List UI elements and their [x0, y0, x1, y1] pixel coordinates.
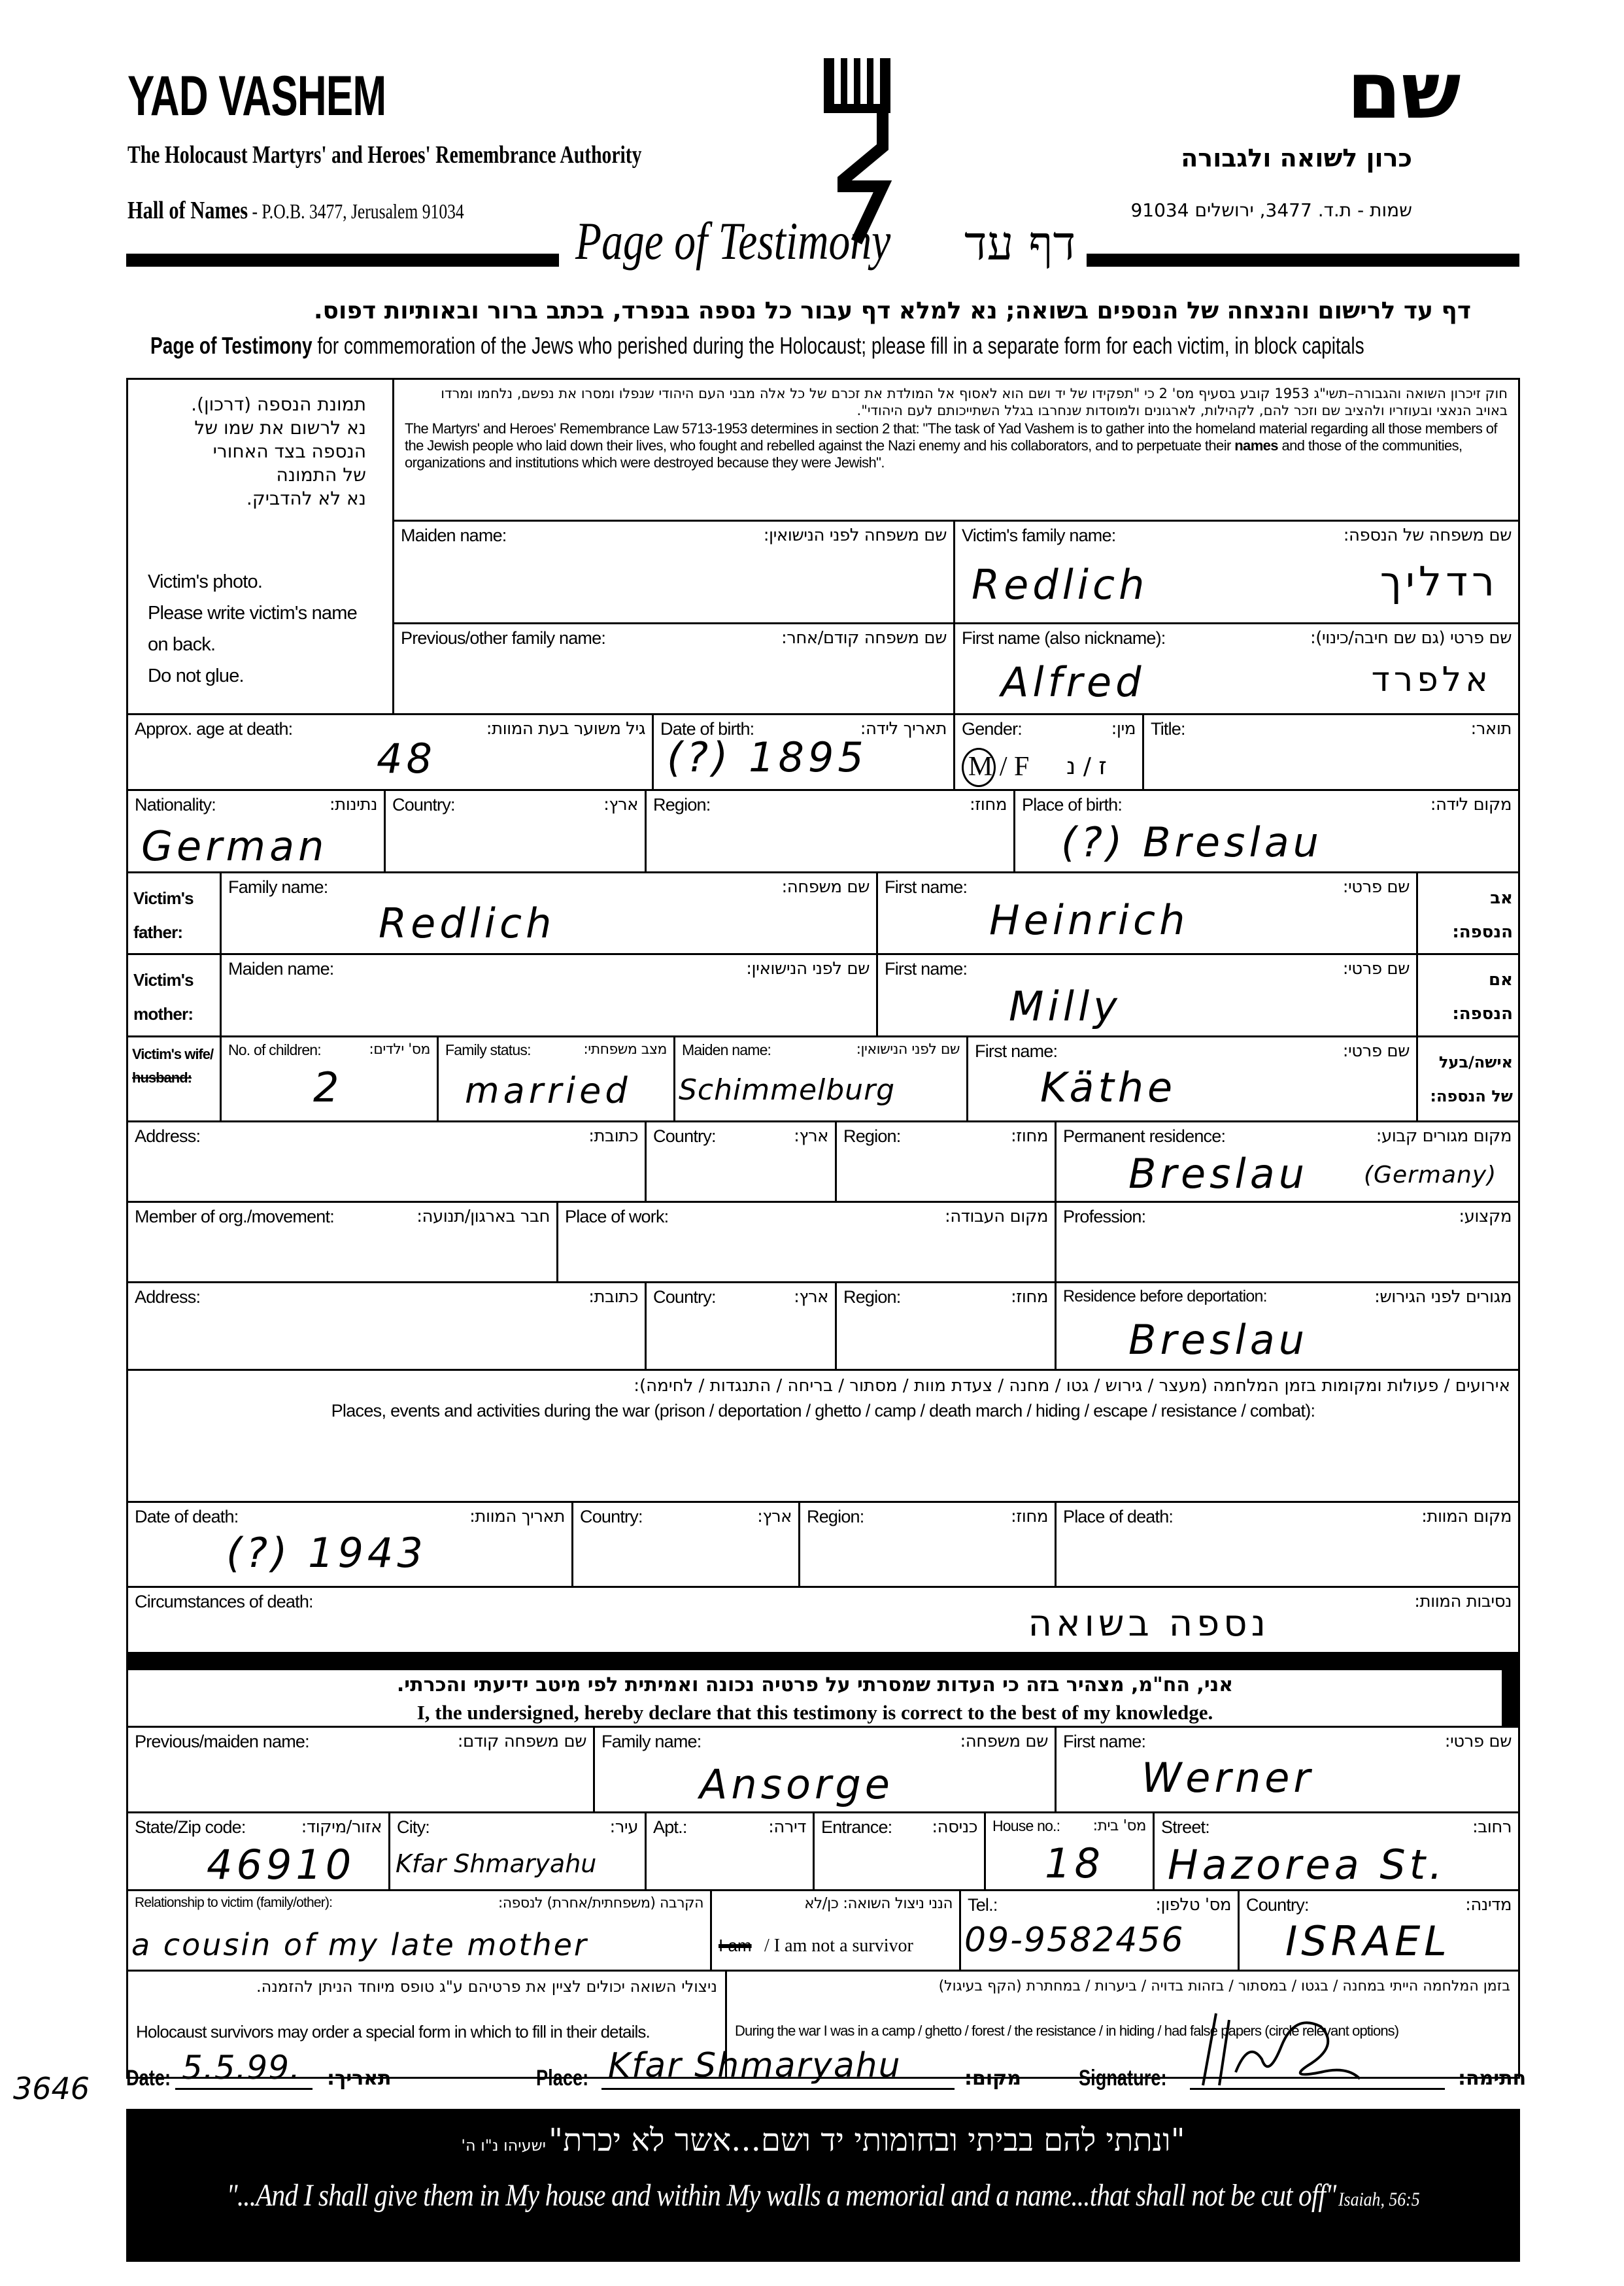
label-en: Region:	[843, 1126, 901, 1146]
spouse-maiden-name-field[interactable]	[673, 1035, 968, 1122]
label-he: מצב משפחתי:	[583, 1041, 667, 1058]
label-en: First name:	[885, 959, 968, 979]
label-en: Country:	[653, 1126, 716, 1146]
label-en: Place of work:	[565, 1207, 669, 1226]
label-en: Previous/maiden name:	[135, 1732, 309, 1751]
header-rule-right	[1087, 254, 1519, 267]
label-he: שם משפחה:	[960, 1732, 1048, 1751]
label-he: נסיבות המוות:	[1414, 1592, 1512, 1611]
label-he: שם משפחה של הנספה:	[1343, 526, 1512, 545]
war-events-field[interactable]	[126, 1369, 1520, 1503]
handwritten-value: נספה בשואה	[1028, 1602, 1270, 1645]
label-en: Tel.:	[968, 1895, 998, 1915]
label-en: First name:	[1063, 1732, 1146, 1751]
place-label: Place:	[536, 2066, 589, 2091]
label-en: Address:	[135, 1287, 201, 1307]
date-label-he: תאריך:	[327, 2067, 392, 2090]
declaration-english: I, the undersigned, hereby declare that this testimony is correct to the best of my knowledge.	[416, 1701, 1213, 1724]
header-rule-left	[126, 254, 559, 267]
label-he: מחוז:	[1011, 1126, 1048, 1146]
label-he: מס' ילדים:	[369, 1041, 430, 1058]
label-en: Region:	[653, 795, 711, 815]
hebrew-logo-title: שם	[1347, 46, 1461, 137]
street-field[interactable]	[1153, 1811, 1520, 1891]
relationship-field[interactable]	[126, 1889, 712, 1972]
survivor-crossed-option: I am	[719, 1936, 752, 1955]
label-en: Street:	[1161, 1817, 1210, 1837]
handwritten-value: Werner	[1142, 1754, 1314, 1802]
maiden-name-field[interactable]	[392, 520, 955, 624]
side-line: של הנספה:	[1430, 1087, 1513, 1105]
declaration-hebrew: אני, הח"מ, מצהיר בזה כי העדות שמסרתי על פרטיה נכונה ואמיתית לפי מיטב ידיעתי והכרתי.	[396, 1673, 1234, 1696]
quote-english	[224, 2177, 1423, 2213]
label-en: Apt.:	[653, 1817, 687, 1837]
label-he: מקום העבודה:	[944, 1207, 1048, 1226]
label-he: מחוז:	[1011, 1507, 1048, 1526]
war-label-he: אירועים / פעולות ומקומות בזמן המלחמה (מעצר / גירוש / גטו / מחנה / צעדת מוות / מסתור / בריחה / התנגדות / לחימה):	[634, 1376, 1510, 1396]
handwritten-value: Kfar Shmaryahu	[608, 2046, 902, 2085]
label-en: Date of birth:	[660, 719, 754, 739]
label-en: Family name:	[601, 1732, 702, 1751]
country-field[interactable]	[1238, 1889, 1520, 1972]
label-en: Approx. age at death:	[135, 719, 293, 739]
label-en: First name:	[885, 877, 968, 897]
photo-he-line: נא לרשום את שמו של	[194, 417, 366, 439]
law-hebrew: חוק זיכרון השואה והגבורה–תשי"ג 1953 קובע בסעיף מס' 2 כי "תפקידו של יד ושם הוא לאסוף אל המולדת את זכרם של כל אלה מבני העם היהודי שנפלו ומסרו את נפשם, נלחמו ומרדו באויב הנאצי ובעוזריו ולהציב שם וזכר להם, לקהילות, לארגונים ולמוסדות שנחרבו בגלל השתייכותם לעם היהודי".	[441, 386, 1508, 418]
side-line: אישה/בעל	[1438, 1053, 1513, 1071]
law-en-b: and those of the communities, organizations and institutions which were destroyed because they were Jewish".	[405, 437, 1463, 471]
label-he: מדינה:	[1465, 1895, 1512, 1915]
label-en: Title:	[1151, 719, 1185, 739]
father-side-label-en	[126, 871, 222, 955]
handwritten-value: 48	[377, 735, 436, 782]
label-en: State/Zip code:	[135, 1817, 246, 1837]
handwritten-value: 46910	[207, 1841, 356, 1889]
label-he: שם משפחה:	[781, 877, 870, 897]
note-en: During the war I was in a camp / ghetto / forest / the resistance / in hiding / had false papers (circle relevant options)	[735, 2023, 1399, 2039]
entrance-field[interactable]	[813, 1811, 986, 1891]
org-title: YAD VASHEM	[127, 65, 386, 127]
submitter-family-name-field[interactable]	[593, 1726, 1057, 1813]
label-en: Family status:	[445, 1041, 531, 1058]
spouse-side-label-he	[1416, 1035, 1520, 1122]
label-en: Permanent residence:	[1063, 1126, 1226, 1146]
profession-field[interactable]	[1055, 1201, 1520, 1283]
intro-hebrew: דף עד לרישום והנצחה של הנספים בשואה; נא למלא דף עבור כל נספה בנפרד, בכתב ברור ובאותיות דפוס.	[313, 297, 1471, 324]
quote-band	[126, 2109, 1520, 2262]
label-he: הנני ניצול השואה: כן/לא	[804, 1895, 953, 1912]
survivor-answer: / I am not a survivor	[764, 1936, 913, 1956]
quote-en-text: "...And I shall give them in My house and within My walls a memorial and a name...that shall not be cut off"	[226, 2178, 1336, 2213]
place-input[interactable]	[601, 2046, 955, 2090]
signature-input[interactable]	[1190, 2046, 1445, 2090]
law-en-bold: names	[1234, 437, 1278, 454]
note-en: Holocaust survivors may order a special form in which to fill in their details.	[136, 2022, 650, 2042]
label-en: Region:	[843, 1287, 901, 1307]
handwritten-value: (?) Breslau	[1061, 818, 1323, 866]
label-en: House no.:	[992, 1817, 1060, 1834]
date-of-death-field[interactable]	[126, 1501, 573, 1588]
photo-he-line: של התמונה	[276, 464, 366, 486]
telephone-field[interactable]	[959, 1889, 1240, 1972]
handwritten-value: 09-9582456	[964, 1921, 1185, 1960]
handwritten-value: Breslau	[1128, 1316, 1308, 1364]
residence-before-deportation-field[interactable]	[1055, 1281, 1520, 1371]
label-he: מקום לידה:	[1430, 795, 1512, 815]
city-field[interactable]	[388, 1811, 647, 1891]
label-he: עיר:	[609, 1817, 638, 1837]
deportation-address-field[interactable]	[126, 1281, 647, 1371]
photo-box	[126, 378, 394, 715]
label-en: Place of death:	[1063, 1507, 1174, 1526]
photo-he-line: נא לא להדביק.	[246, 488, 366, 509]
photo-en-line: on back.	[148, 634, 216, 655]
margin-note: 3646	[13, 2071, 90, 2106]
label-he: שם לפני הנישואין:	[856, 1041, 960, 1058]
law-english	[405, 420, 1508, 471]
handwritten-note: (Germany)	[1364, 1162, 1497, 1188]
label-en: Country:	[392, 795, 455, 815]
photo-en-line: Please write victim's name	[148, 603, 357, 624]
label-en: Date of death:	[135, 1507, 239, 1526]
label-he: מין:	[1111, 719, 1136, 739]
mother-side-label-en	[126, 953, 222, 1037]
signature-scribble-icon	[1190, 2000, 1445, 2092]
label-he: חבר בארגון/תנועה:	[416, 1207, 550, 1226]
circumstances-of-death-field[interactable]	[126, 1586, 1520, 1654]
handwritten-value: Redlich	[379, 899, 556, 947]
label-en: Family name:	[228, 877, 328, 897]
label-en: Maiden name:	[228, 959, 334, 979]
label-he: מקום המוות:	[1421, 1507, 1512, 1526]
form-title-hebrew: דף עד	[964, 216, 1076, 271]
label-he: מס' טלפון:	[1155, 1895, 1231, 1915]
handwritten-value: Käthe	[1040, 1064, 1177, 1111]
handwritten-value: ISRAEL	[1285, 1917, 1451, 1965]
label-en: Country:	[653, 1287, 716, 1307]
label-he: נתינות:	[329, 795, 377, 815]
label-en: Member of org./movement:	[135, 1207, 334, 1226]
first-name-field[interactable]	[953, 622, 1520, 715]
quote-he-ref: ישעיהו נ"ו ה'	[461, 2136, 547, 2155]
label-he: ארץ:	[794, 1126, 828, 1146]
label-en: No. of children:	[228, 1041, 321, 1058]
side-line: אם	[1488, 970, 1513, 990]
handwritten-value: 5.5.99.	[182, 2049, 301, 2087]
label-he: מחוז:	[970, 795, 1007, 815]
label-en: First name (also nickname):	[962, 628, 1166, 648]
intro-bold: Page of Testimony	[150, 332, 313, 359]
gender-options-hebrew: ז / נ	[1066, 753, 1107, 780]
side-line: husband:	[132, 1069, 192, 1086]
date-label: Date:	[126, 2066, 171, 2091]
hall-label: Hall of Names	[127, 197, 248, 224]
photo-english	[148, 566, 357, 692]
gender-selected-circle	[962, 748, 996, 787]
signature-label-he: חתימה:	[1458, 2067, 1527, 2090]
label-he: שם משפחה לפני הנישואין:	[763, 526, 947, 545]
place-of-work-field[interactable]	[556, 1201, 1057, 1283]
label-he: הקרבה (משפחתית/אחרת) לנספה:	[498, 1895, 703, 1911]
quote-hebrew	[126, 2122, 1520, 2159]
label-he: מס' בית:	[1092, 1817, 1146, 1834]
death-region-field[interactable]	[798, 1501, 1057, 1588]
mother-maiden-name-field[interactable]	[220, 953, 878, 1037]
handwritten-value: Redlich	[972, 561, 1149, 609]
deportation-country-field[interactable]	[645, 1281, 837, 1371]
label-en: First name:	[975, 1041, 1058, 1061]
children-count-field[interactable]	[220, 1035, 439, 1122]
place-of-birth-field[interactable]	[1013, 789, 1520, 873]
victim-family-name-field[interactable]	[953, 520, 1520, 624]
label-he: שם משפחה קודם/אחר:	[781, 628, 947, 648]
label-en: Circumstances of death:	[135, 1592, 313, 1611]
label-he: מקצוע:	[1459, 1207, 1512, 1226]
label-he: רחוב:	[1472, 1817, 1512, 1837]
nationality-field[interactable]	[126, 789, 386, 873]
handwritten-value: Alfred	[1001, 658, 1145, 706]
label-en: Profession:	[1063, 1207, 1146, 1226]
handwritten-value: Milly	[1009, 983, 1121, 1030]
label-he: שם פרטי:	[1342, 877, 1410, 897]
date-of-birth-field[interactable]	[652, 713, 955, 791]
side-line: mother:	[133, 1004, 194, 1024]
quote-he-text: "ונתתי להם בביתי ובחומותי יד ושם...אשר לא יכרת"	[549, 2122, 1185, 2159]
residence-address-field[interactable]	[126, 1120, 647, 1203]
house-number-field[interactable]	[984, 1811, 1155, 1891]
form-title: Page of Testimony	[575, 211, 891, 271]
residence-country-field[interactable]	[645, 1120, 837, 1203]
photo-en-line: Do not glue.	[148, 665, 244, 686]
birth-region-field[interactable]	[645, 789, 1015, 873]
declaration-box	[126, 1652, 1520, 1728]
label-he: שם פרטי (גם שם חיבה/כינוי):	[1310, 628, 1512, 648]
law-box	[392, 378, 1520, 522]
handwritten-value: Kfar Shmaryahu	[396, 1849, 597, 1878]
org-subtitle: The Holocaust Martyrs' and Heroes' Remembrance Authority	[127, 141, 642, 169]
label-he: גיל משוער בעת המוות:	[486, 719, 645, 739]
label-he: שם פרטי:	[1444, 1732, 1512, 1751]
photo-en-line: Victim's photo.	[148, 571, 263, 592]
side-line: father:	[133, 922, 183, 942]
handwritten-value: German	[141, 822, 328, 870]
label-he: ארץ:	[757, 1507, 792, 1526]
mother-first-name-field[interactable]	[876, 953, 1418, 1037]
side-line: אב	[1490, 888, 1513, 908]
survivor-status-field[interactable]	[710, 1889, 961, 1972]
label-en: Place of birth:	[1022, 795, 1123, 815]
handwritten-value: Schimmelburg	[679, 1073, 896, 1107]
label-he: תואר:	[1470, 719, 1512, 739]
permanent-residence-field[interactable]	[1055, 1120, 1520, 1203]
label-en: Country:	[580, 1507, 643, 1526]
label-en: Victim's family name:	[962, 526, 1116, 545]
place-of-death-field[interactable]	[1055, 1501, 1520, 1588]
label-en: Address:	[135, 1126, 201, 1146]
label-he: שם פרטי:	[1342, 1041, 1410, 1061]
death-country-field[interactable]	[571, 1501, 800, 1588]
label-en: Nationality:	[135, 795, 216, 815]
label-he: מגורים לפני הגירוש:	[1374, 1287, 1512, 1307]
photo-hebrew	[191, 393, 366, 511]
label-he: שם לפני הנישואין:	[746, 959, 870, 979]
hebrew-address: שמות - ת.ד. 3477, ירושלים 91034	[1130, 199, 1412, 221]
handwritten-value: Breslau	[1128, 1150, 1308, 1198]
father-side-label-he	[1416, 871, 1520, 955]
residence-region-field[interactable]	[835, 1120, 1057, 1203]
label-he: שם משפחה קודם:	[457, 1732, 586, 1751]
hall-address: - P.O.B. 3477, Jerusalem 91034	[248, 199, 464, 223]
photo-he-line: תמונת הנספה (דרכון).	[191, 394, 366, 415]
intro-text: for commemoration of the Jews who perished during the Holocaust; please fill in a separate form for each victim, in block capitals	[312, 332, 1364, 359]
handwritten-value: (?) 1943	[226, 1529, 427, 1577]
handwritten-value-hebrew: רדליך	[1379, 558, 1498, 605]
spouse-side-label-en	[126, 1035, 222, 1122]
handwritten-value: (?) 1895	[667, 733, 868, 781]
father-first-name-field[interactable]	[876, 871, 1418, 955]
age-at-death-field[interactable]	[126, 713, 654, 791]
label-he: דירה:	[768, 1817, 806, 1837]
label-en: City:	[397, 1817, 430, 1837]
family-status-field[interactable]	[437, 1035, 675, 1122]
mother-side-label-he	[1416, 953, 1520, 1037]
handwritten-value: Heinrich	[989, 896, 1189, 944]
hebrew-subtitle: כרון לשואה ולגבורה	[1181, 144, 1412, 173]
signature-label: Signature:	[1079, 2066, 1167, 2091]
handwritten-value: Hazorea St.	[1168, 1841, 1446, 1889]
previous-family-name-field[interactable]	[392, 622, 955, 715]
birth-country-field[interactable]	[384, 789, 647, 873]
label-en: Relationship to victim (family/other):	[135, 1895, 333, 1910]
label-en: Maiden name:	[401, 526, 507, 545]
side-line: Victim's	[133, 888, 194, 908]
note-he: ניצולי השואה יכולים לציין את פרטיהם ע"ג טופס מיוחד הניתן להזמנה.	[256, 1977, 717, 1996]
submitter-first-name-field[interactable]	[1055, 1726, 1520, 1813]
organization-field[interactable]	[126, 1201, 558, 1283]
label-he: כניסה:	[932, 1817, 977, 1837]
note-he: בזמן המלחמה הייתי במחנה / בגטו / במסתור / בזהות בדויה / ביערות / במחתרת (הקף בעיגול)	[938, 1978, 1510, 1994]
zip-code-field[interactable]	[126, 1811, 390, 1891]
label-en: Gender:	[962, 719, 1022, 739]
side-line: הנספה:	[1452, 922, 1513, 942]
quote-en-ref: Isaiah, 56:5	[1338, 2189, 1420, 2210]
label-he: תאריך המוות:	[469, 1507, 565, 1526]
spouse-first-name-field[interactable]	[966, 1035, 1418, 1122]
date-input[interactable]	[175, 2046, 313, 2090]
handwritten-value: 18	[1045, 1840, 1104, 1887]
label-en: Previous/other family name:	[401, 628, 606, 648]
label-en: Maiden name:	[682, 1041, 771, 1058]
war-label-en: Places, events and activities during the war (prison / deportation / ghetto / camp / death march / hiding / escape / resistance / combat):	[331, 1401, 1315, 1420]
label-he: כתובת:	[588, 1126, 638, 1146]
handwritten-value-hebrew: אלפרד	[1371, 660, 1492, 699]
label-en: Country:	[1246, 1895, 1309, 1915]
label-he: מקום מגורים קבוע:	[1376, 1126, 1512, 1146]
side-line: Victim's	[133, 970, 194, 990]
label-he: מחוז:	[1011, 1287, 1048, 1307]
submitter-previous-name-field[interactable]	[126, 1726, 595, 1813]
side-line: Victim's wife/	[132, 1046, 214, 1062]
hall-of-names	[127, 196, 464, 225]
label-he: כתובת:	[588, 1287, 638, 1307]
gender-field[interactable]	[953, 713, 1144, 791]
label-he: ארץ:	[603, 795, 638, 815]
apartment-field[interactable]	[645, 1811, 815, 1891]
label-he: ארץ:	[794, 1287, 828, 1307]
handwritten-value: married	[465, 1070, 632, 1111]
label-en: Region:	[807, 1507, 864, 1526]
handwritten-value: a cousin of my late mother	[131, 1927, 588, 1962]
title-field[interactable]	[1142, 713, 1520, 791]
side-line: הנספה:	[1452, 1004, 1513, 1024]
photo-he-line: הנספה בצד האחורי	[212, 441, 366, 462]
label-he: שם פרטי:	[1342, 959, 1410, 979]
label-en: Residence before deportation:	[1063, 1287, 1267, 1305]
place-label-he: מקום:	[964, 2067, 1021, 2090]
gender-options: M / F	[968, 752, 1030, 782]
intro-english	[150, 332, 1364, 360]
father-family-name-field[interactable]	[220, 871, 878, 955]
handwritten-value: Ansorge	[700, 1760, 894, 1808]
handwritten-value: 2	[313, 1064, 343, 1111]
deportation-region-field[interactable]	[835, 1281, 1057, 1371]
label-en: Entrance:	[821, 1817, 892, 1837]
law-en-a: The Martyrs' and Heroes' Remembrance Law 5713-1953 determines in section 2 that: "The task of Yad Vashem is to gather into the homeland material regarding all those members of the Jewish people who laid down their lives, who fought and rebelled against the Nazi enemy and his collaborators, and to perpetuate their	[405, 420, 1497, 454]
label-he: תאריך לידה:	[860, 719, 947, 739]
label-he: אזור/מיקוד:	[301, 1817, 382, 1837]
